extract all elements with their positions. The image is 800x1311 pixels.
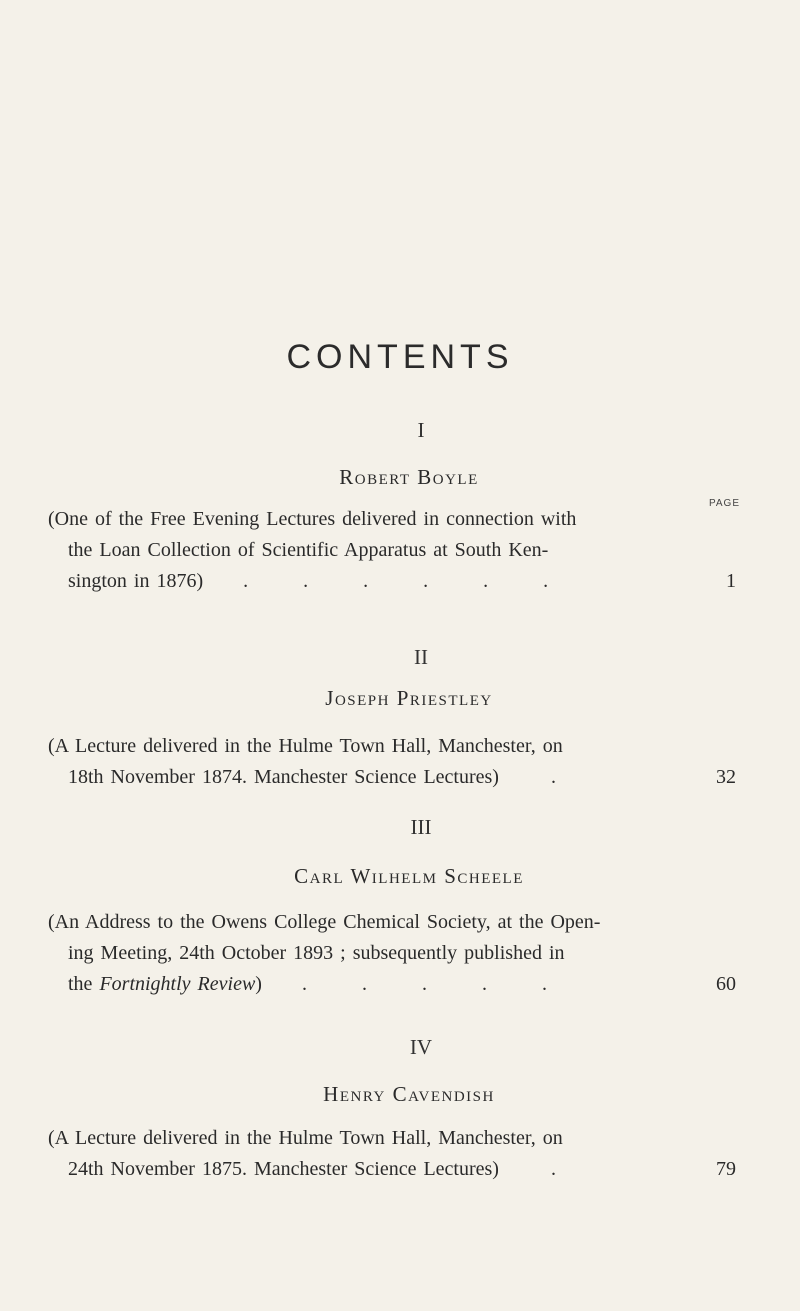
journal-title: Fortnightly Review: [99, 973, 256, 995]
leader-dots: . . . . . .: [243, 570, 549, 592]
entry-page-number: 1: [726, 570, 736, 592]
entry-description: [48, 731, 740, 793]
entry-page-number: 79: [716, 1158, 736, 1180]
entry-line-last: [48, 566, 736, 597]
entry-name: Carl Wilhelm Scheele: [294, 864, 524, 888]
entry-line: (One of the Free Evening Lectures delivered in connection with: [48, 508, 577, 530]
entry-line: 24th November 1875. Manchester Science Lectures): [68, 1158, 499, 1180]
entry-name: Robert Boyle: [339, 465, 479, 489]
entry-description: [48, 1123, 740, 1185]
leader-dots: .: [550, 1158, 556, 1180]
entry-line: (A Lecture delivered in the Hulme Town Hall, Manchester, on: [48, 1127, 563, 1149]
entry-line-last: [48, 762, 736, 793]
contents-entry-3: [48, 815, 740, 1000]
entry-line: ing Meeting, 24th October 1893 ; subsequently published in: [68, 942, 565, 964]
entry-numeral: II: [414, 645, 428, 669]
entry-line: (An Address to the Owens College Chemical Society, at the Open-: [48, 911, 601, 933]
entry-line-last: [48, 969, 736, 1000]
entry-page-number: 32: [716, 766, 736, 788]
entry-description: [48, 504, 740, 597]
entry-line-last: [48, 1154, 736, 1185]
closing-paren: ): [255, 973, 262, 995]
entry-name: Joseph Priestley: [325, 686, 493, 710]
contents-entry-2: [48, 645, 740, 793]
entry-line: the: [68, 973, 93, 995]
contents-entry-4: [48, 1035, 740, 1185]
leader-dots: .: [550, 766, 556, 788]
entry-numeral: IV: [409, 1035, 433, 1059]
leader-dots: . . . . .: [301, 973, 547, 995]
entry-line: the Loan Collection of Scientific Apparatus at South Ken-: [68, 539, 549, 561]
entry-line: 18th November 1874. Manchester Science Lectures): [68, 766, 499, 788]
page-column-label: PAGE: [708, 498, 740, 509]
entry-numeral: I: [417, 418, 425, 442]
entry-name: Henry Cavendish: [323, 1082, 495, 1106]
entry-description: [48, 907, 740, 1000]
entry-page-number: 60: [716, 973, 736, 995]
contents-entry-1: [48, 418, 740, 597]
entry-line: sington in 1876): [68, 570, 204, 592]
entry-line: (A Lecture delivered in the Hulme Town Hall, Manchester, on: [48, 735, 563, 757]
page-title: CONTENTS: [286, 338, 514, 376]
entry-numeral: III: [410, 815, 432, 839]
